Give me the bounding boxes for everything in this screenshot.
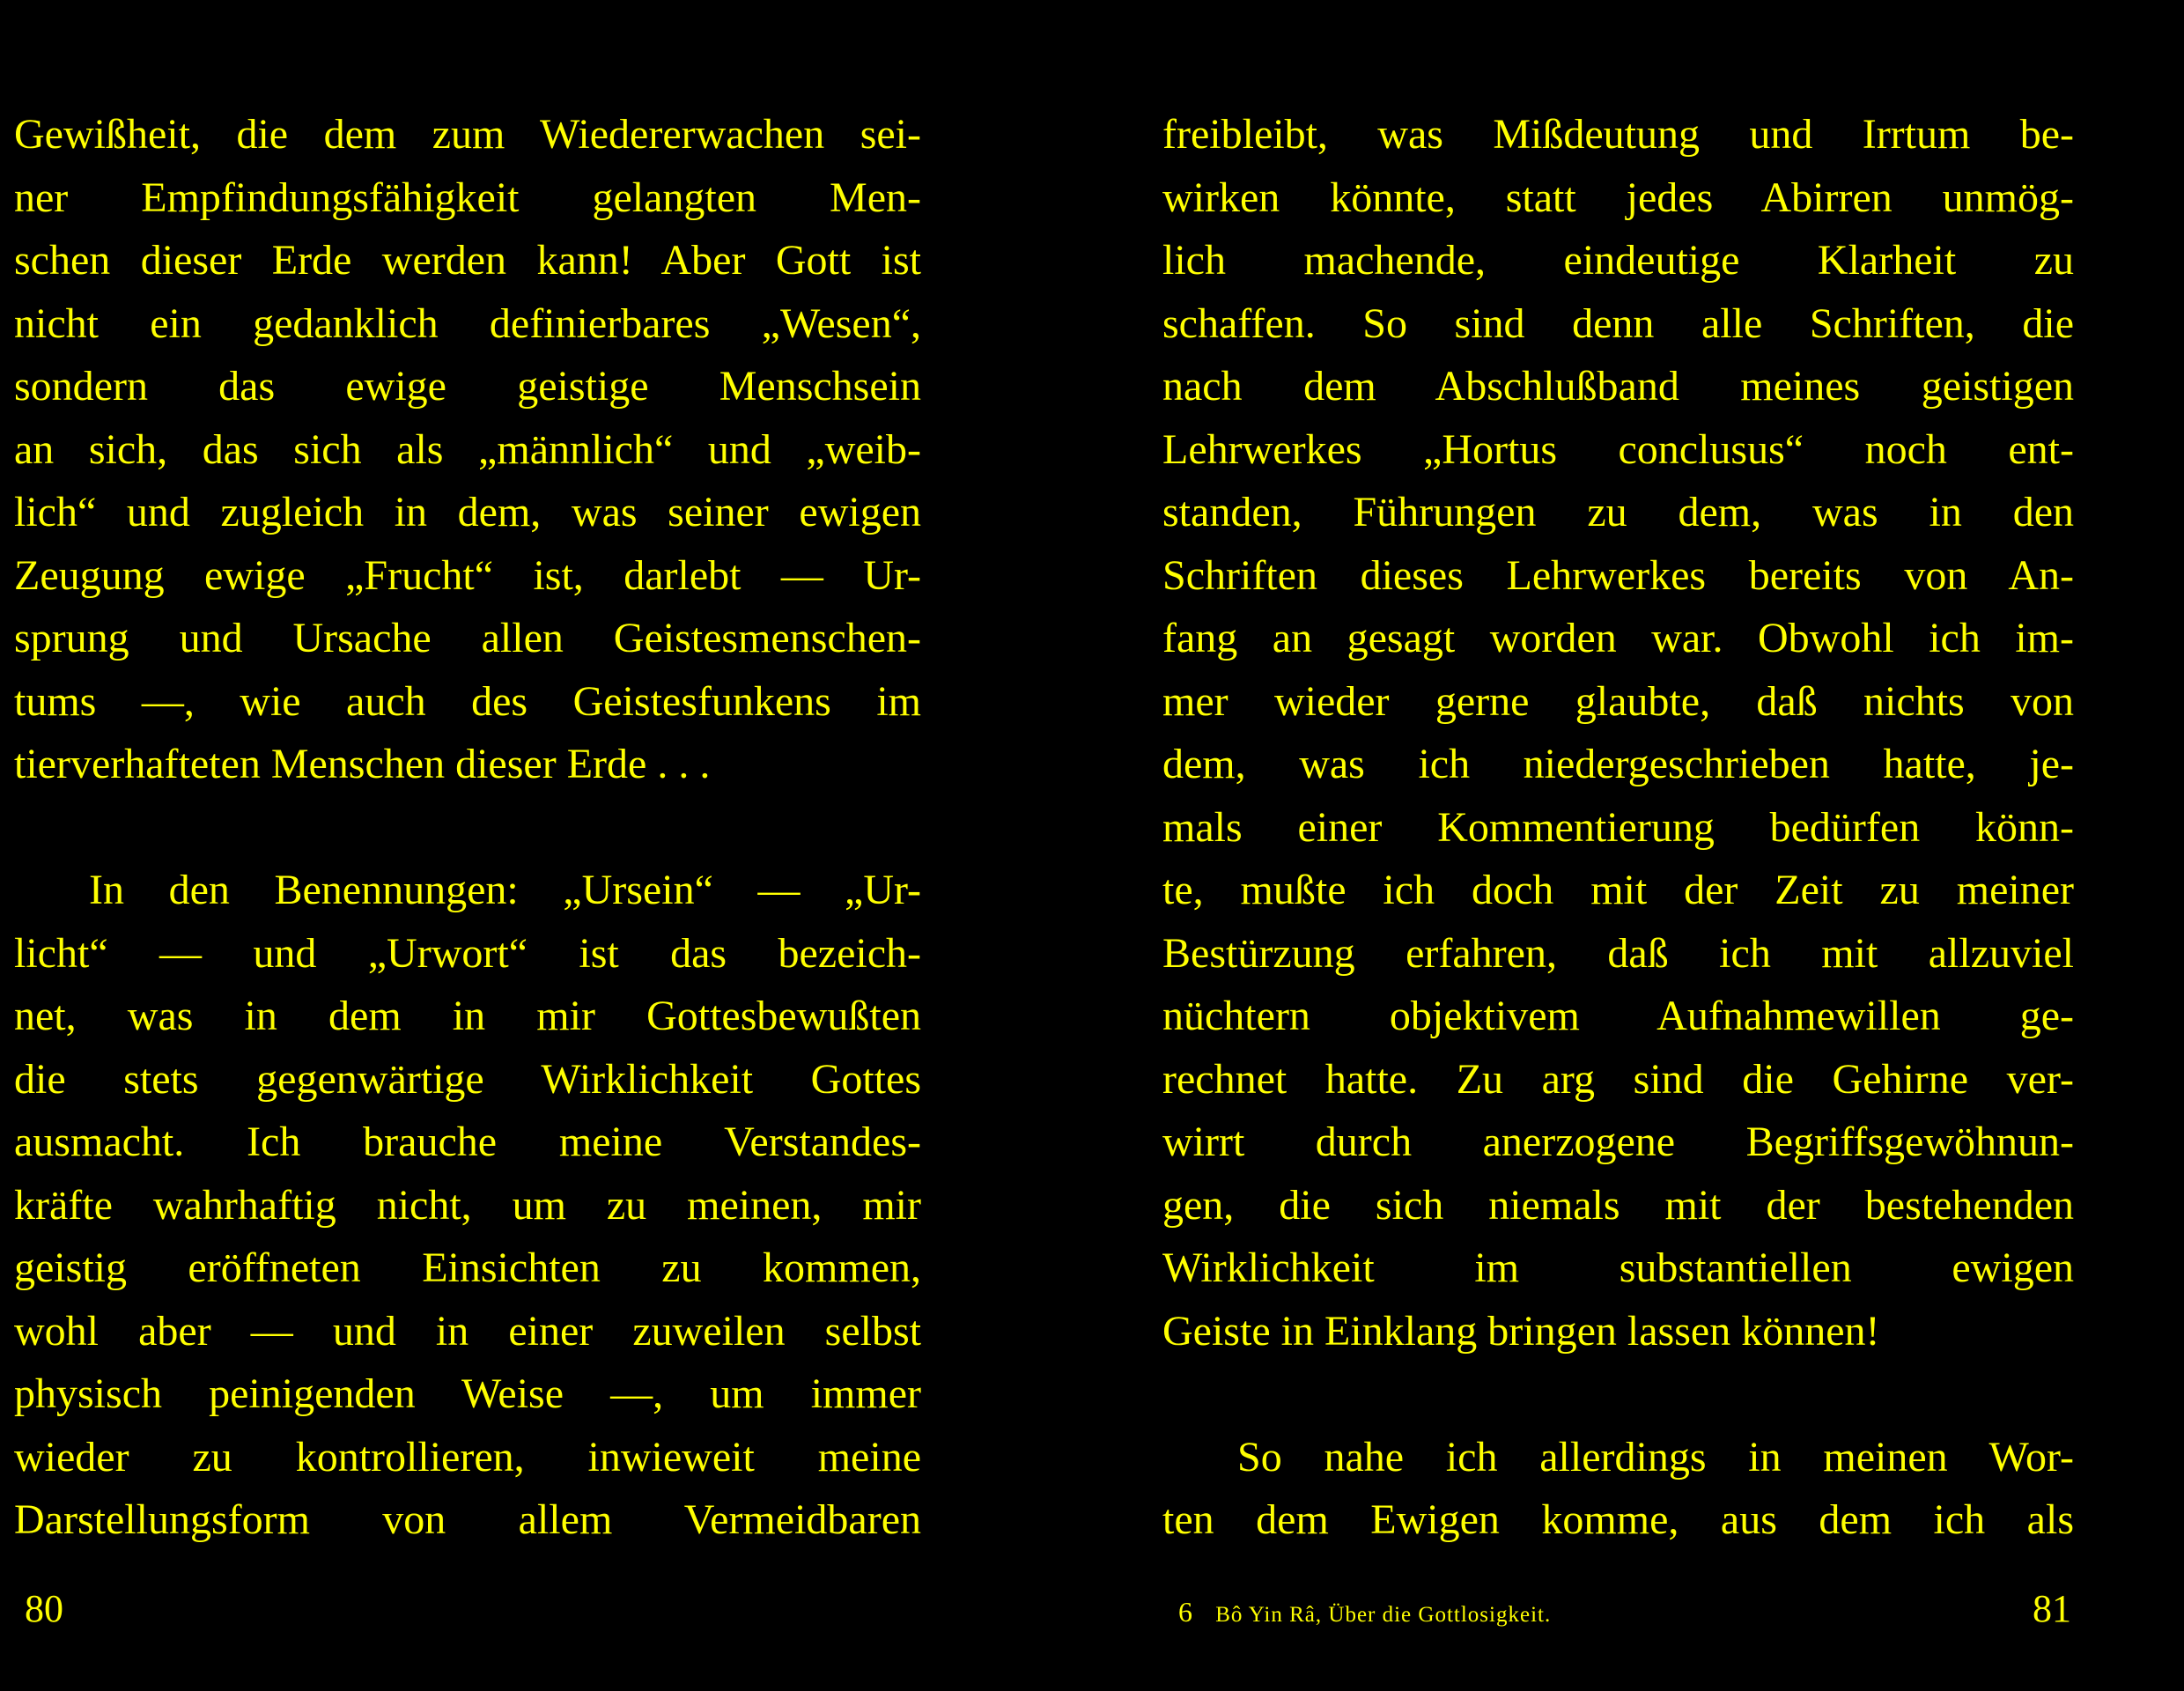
signature-line: [1178, 1596, 1551, 1631]
text-line: Schriften dieses Lehrwerkes bereits von An-: [1162, 551, 2074, 599]
text-line: nach dem Abschlußband meines geistigen: [1162, 363, 2074, 410]
text-line: an sich, das sich als „männlich“ und „weib-: [14, 425, 921, 473]
text-line: Lehrwerkes „Hortus conclusus“ noch ent-: [1162, 425, 2074, 473]
text-line: wirken könnte, statt jedes Abirren unmög-: [1162, 174, 2074, 221]
left-page-text: [14, 103, 921, 1552]
page-number: 80: [25, 1587, 63, 1630]
text-line: te, mußte ich doch mit der Zeit zu meiner: [1162, 867, 2074, 913]
text-line: Gewißheit, die dem zum Wiedererwachen sei-: [14, 111, 921, 158]
text-line: standen, Führungen zu dem, was in den: [1162, 489, 2074, 535]
text-line: nüchtern objektivem Aufnahmewillen ge-: [1162, 993, 2074, 1039]
text-line: mals einer Kommentierung bedürfen könn-: [1162, 803, 2074, 851]
text-line: kräfte wahrhaftig nicht, um zu meinen, mir: [14, 1181, 921, 1229]
text-line: lich machende, eindeutige Klarheit zu: [1162, 237, 2074, 284]
text-line: tierverhafteten Menschen dieser Erde . . .: [14, 741, 711, 787]
text-line: freibleibt, was Mißdeutung und Irrtum be-: [1162, 111, 2074, 158]
text-line: rechnet hatte. Zu arg sind die Gehirne ver-: [1162, 1055, 2074, 1103]
text-line: Geiste in Einklang bringen lassen können!: [1162, 1307, 1880, 1355]
page-number: 81: [2033, 1587, 2071, 1630]
text-line: wieder zu kontrollieren, inwieweit meine: [14, 1433, 921, 1481]
text-line: sprung und Ursache allen Geistesmenschen-: [14, 615, 921, 661]
text-line: wirrt durch anerzogene Begriffsgewöhnun-: [1162, 1119, 2074, 1165]
text-line: Darstellungsform von allem Vermeidbaren: [14, 1496, 921, 1543]
text-line: tums —, wie auch des Geistesfunkens im: [14, 677, 921, 725]
right-page-text: [1162, 103, 2074, 1552]
text-line: geistig eröffneten Einsichten zu kommen,: [14, 1244, 921, 1291]
text-line: schaffen. So sind denn alle Schriften, die: [1162, 299, 2074, 347]
paragraph-gap: [1162, 1362, 2074, 1426]
text-line: Wirklichkeit im substantiellen ewigen: [1162, 1244, 2074, 1291]
text-line: ner Empfindungsfähigkeit gelangten Men-: [14, 174, 921, 221]
text-line: ten dem Ewigen komme, aus dem ich als: [1162, 1496, 2074, 1543]
text-line: physisch peinigenden Weise —, um immer: [14, 1370, 921, 1417]
text-line: schen dieser Erde werden kann! Aber Gott ist: [14, 237, 921, 284]
text-line: So nahe ich allerdings in meinen Wor-: [1237, 1433, 2074, 1481]
text-line: nicht ein gedanklich definierbares „Wesen“,: [14, 299, 921, 347]
paragraph-gap: [14, 796, 921, 860]
text-line: sondern das ewige geistige Menschsein: [14, 363, 921, 410]
text-line: mer wieder gerne glaubte, daß nichts von: [1162, 677, 2074, 725]
text-line: In den Benennungen: „Ursein“ — „Ur-: [89, 867, 921, 913]
text-line: wohl aber — und in einer zuweilen selbst: [14, 1307, 921, 1355]
text-line: dem, was ich niedergeschrieben hatte, je-: [1162, 741, 2074, 787]
signature-text: Bô Yin Râ, Über die Gottlosigkeit.: [1215, 1603, 1552, 1627]
text-line: fang an gesagt worden war. Obwohl ich im-: [1162, 615, 2074, 661]
text-line: gen, die sich niemals mit der bestehenden: [1162, 1181, 2074, 1229]
text-line: Bestürzung erfahren, daß ich mit allzuviel: [1162, 929, 2074, 977]
signature-number: 6: [1178, 1596, 1192, 1628]
right-page: [1092, 0, 2184, 1691]
text-line: die stets gegenwärtige Wirklichkeit Gottes: [14, 1055, 921, 1103]
text-line: net, was in dem in mir Gottesbewußten: [14, 993, 921, 1039]
text-line: Zeugung ewige „Frucht“ ist, darlebt — Ur-: [14, 551, 921, 599]
text-line: lich“ und zugleich in dem, was seiner ewigen: [14, 489, 921, 535]
text-line: licht“ — und „Urwort“ ist das bezeich-: [14, 929, 921, 977]
text-line: ausmacht. Ich brauche meine Verstandes-: [14, 1119, 921, 1165]
